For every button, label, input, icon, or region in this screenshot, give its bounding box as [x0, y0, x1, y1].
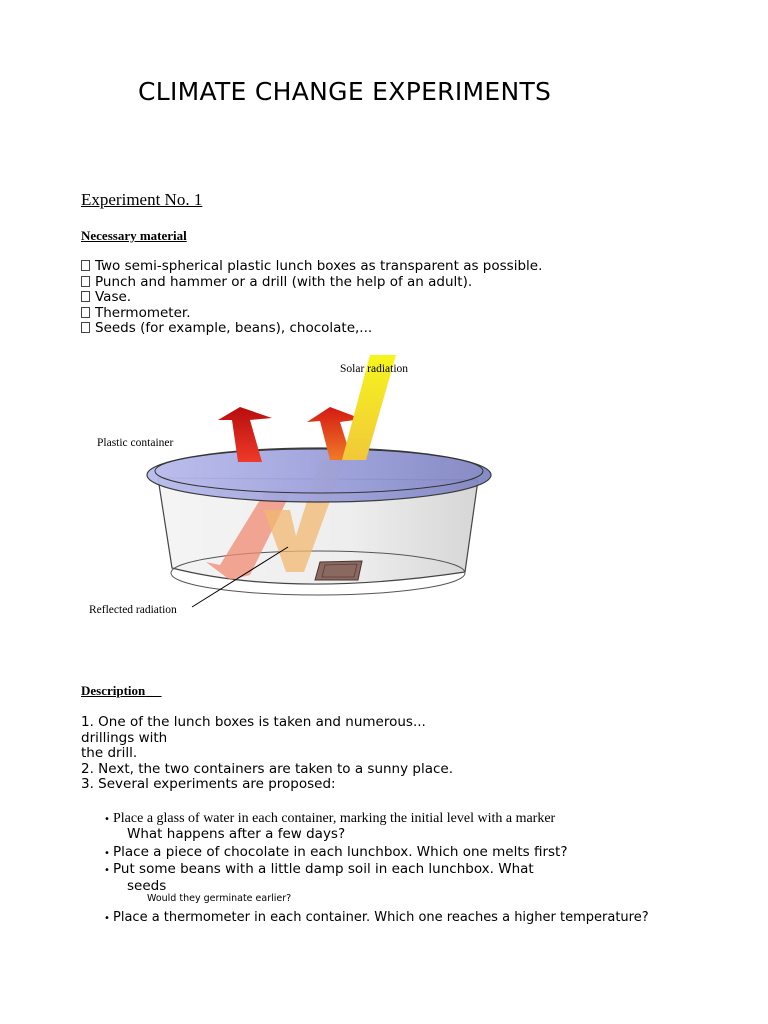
steps-list — [81, 715, 453, 793]
materials-list — [81, 259, 542, 337]
list-item: Two semi-spherical plastic lunch boxes as transparent as possible. — [81, 259, 542, 275]
step-line: drillings with — [81, 729, 168, 746]
step-line: the drill. — [81, 745, 138, 761]
list-item: • Place a glass of water in each container, marking the initial level with a marker — [104, 811, 556, 826]
list-item-note: Would they germinate earlier? — [147, 893, 292, 904]
step-line: 3. Several experiments are proposed: — [81, 776, 336, 792]
step-line: 2. Next, the two containers are taken to a sunny place. — [81, 760, 454, 777]
checkbox-glyph-icon — [81, 291, 90, 302]
bullet-icon: • — [104, 848, 110, 859]
list-item-continuation: What happens after a few days? — [127, 826, 346, 842]
bullet-icon: • — [104, 865, 110, 876]
bullet-icon: • — [104, 814, 110, 825]
list-item: • Place a thermometer in each container. Which one reaches a higher temperature? — [104, 910, 649, 925]
reflected-radiation-label: Reflected radiation — [89, 604, 177, 616]
list-item: Punch and hammer or a drill (with the help of an adult). — [81, 275, 542, 291]
checkbox-glyph-icon — [81, 322, 90, 333]
checkbox-glyph-icon — [81, 276, 90, 287]
checkbox-glyph-icon — [81, 260, 90, 271]
list-item: • Put some beans with a little damp soil in each lunchbox. What — [104, 861, 534, 877]
page-title: CLIMATE CHANGE EXPERIMENTS — [138, 77, 552, 106]
list-item-continuation: seeds — [127, 878, 167, 894]
checkbox-glyph-icon — [81, 307, 90, 318]
list-item: Thermometer. — [81, 306, 542, 322]
list-item: • Place a piece of chocolate in each lunchbox. Which one melts first? — [104, 844, 568, 860]
list-item: Seeds (for example, beans), chocolate,... — [81, 321, 542, 337]
description-heading: Description — [81, 683, 146, 698]
step-line: 1. One of the lunch boxes is taken and numerous... — [81, 714, 426, 730]
plastic-container-label: Plastic container — [97, 437, 174, 449]
list-item: Vase. — [81, 290, 542, 306]
experiment-heading: Experiment No. 1 — [81, 190, 203, 209]
materials-heading: Necessary material — [81, 228, 187, 243]
bullet-icon: • — [104, 913, 110, 924]
greenhouse-diagram — [80, 350, 500, 625]
solar-radiation-label: Solar radiation — [340, 363, 409, 375]
